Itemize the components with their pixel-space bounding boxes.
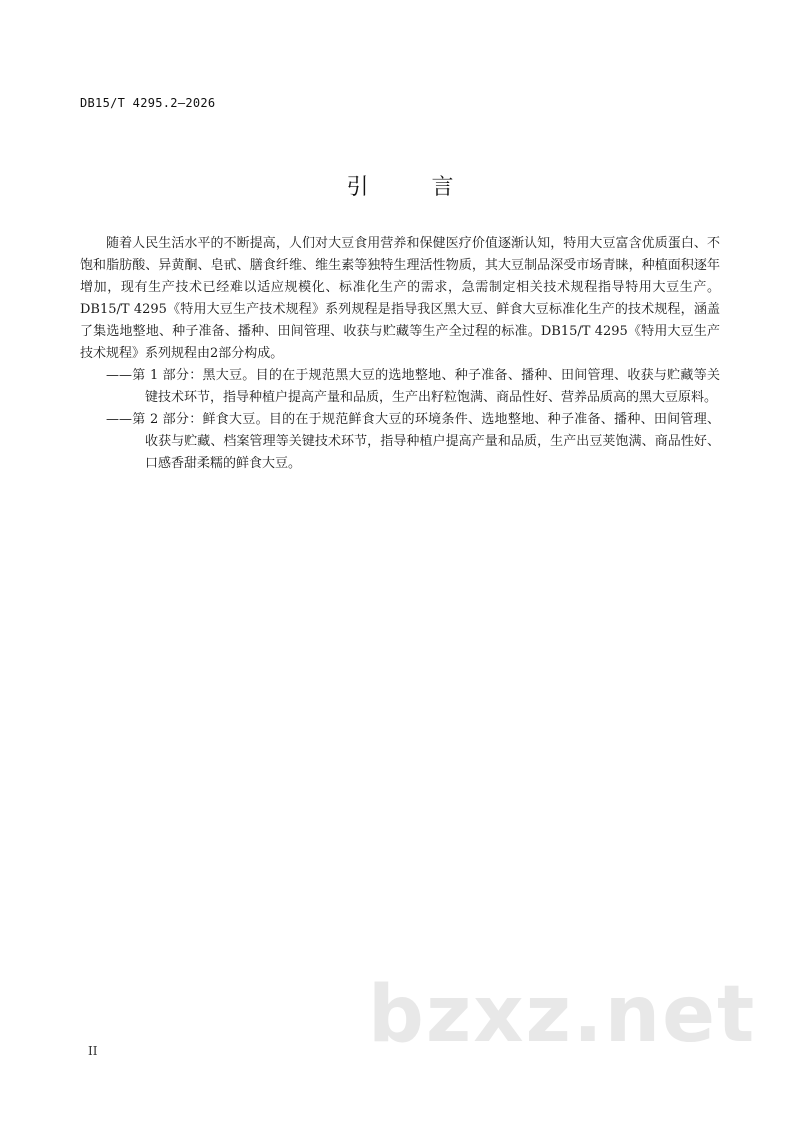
introduction-body [80, 233, 720, 475]
watermark-logo: bzxz.net [368, 970, 757, 1060]
section-title: 引 言 [346, 175, 482, 200]
part-1-item: ——第 1 部分：黑大豆。目的在于规范黑大豆的选地整地、种子准备、播种、田间管理、收获与贮藏等关键技术环节，指导种植户提高产量和品质，生产出籽粒饱满、商品性好、营养品质高的黑大豆原料。 [106, 368, 720, 405]
part-2-item: ——第 2 部分：鲜食大豆。目的在于规范鲜食大豆的环境条件、选地整地、种子准备、播种、田间管理、收获与贮藏、档案管理等关键技术环节，指导种植户提高产量和品质，生产出豆荚饱满、商品性好、口感香甜柔糯的鲜食大豆。 [106, 412, 720, 471]
intro-paragraph: 随着人民生活水平的不断提高，人们对大豆食用营养和保健医疗价值逐渐认知，特用大豆富含优质蛋白、不饱和脂肪酸、异黄酮、皂甙、膳食纤维、维生素等独特生理活性物质，其大豆制品深受市场青睐，种植面积逐年增加，现有生产技术已经难以适应规模化、标准化生产的需求，急需制定相关技术规程指导特用大豆生产。DB15/T 4295《特用大豆生产技术规程》系列规程是指导我区黑大豆、鲜食大豆标准化生产的技术规程，涵盖了集选地整地、种子准备、播种、田间管理、收获与贮藏等生产全过程的标准。DB15/T 4295《特用大豆生产技术规程》系列规程由2部分构成。 [80, 236, 720, 361]
page-number: II [88, 1044, 98, 1058]
standard-code: DB15/T 4295.2—2026 [80, 96, 216, 110]
